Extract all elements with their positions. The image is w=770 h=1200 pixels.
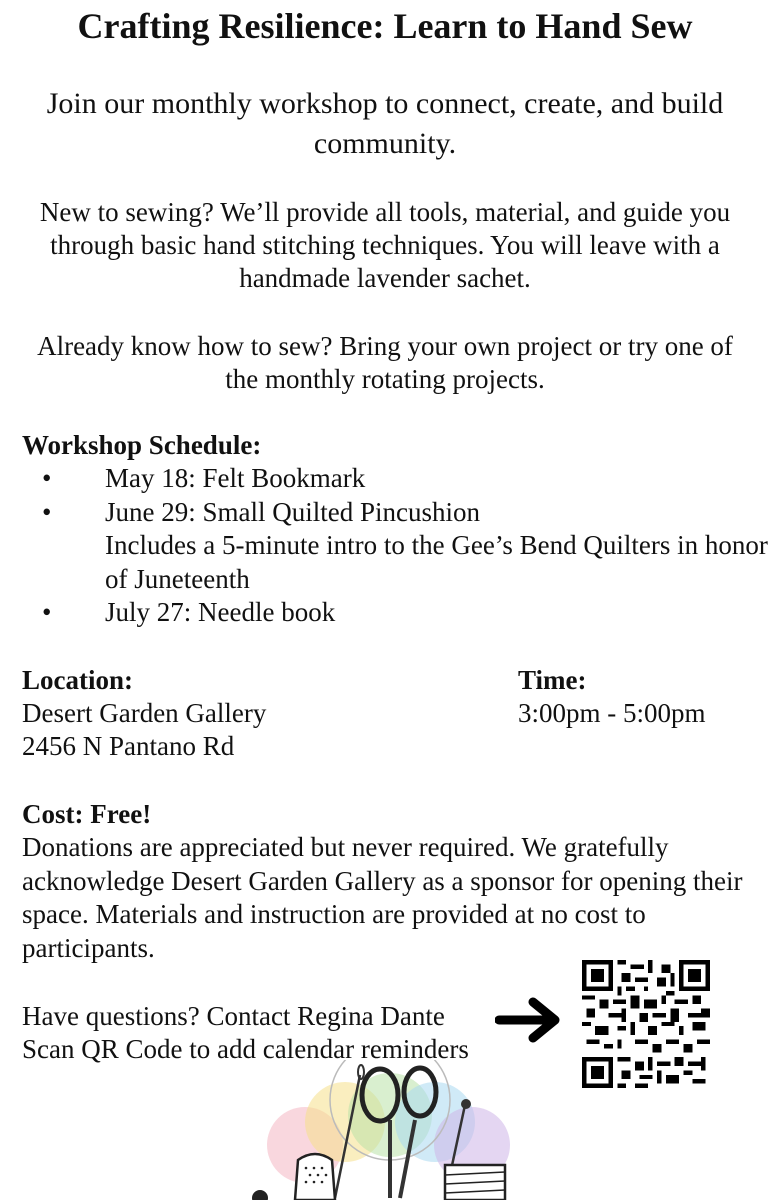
contact-line: Have questions? Contact Regina Dante — [22, 1001, 445, 1031]
arrow-right-icon — [495, 995, 565, 1045]
intro-new-sewers: New to sewing? We’ll provide all tools, material, and guide you through basic hand stitching techniques. You will leave with a handmade lavender sachet. — [39, 197, 731, 293]
schedule-item — [0, 496, 770, 597]
schedule-item-text: July 27: Needle book — [105, 597, 336, 627]
bullet: • — [42, 463, 52, 493]
qr-code[interactable] — [582, 960, 710, 1088]
location-address: 2456 N Pantano Rd — [22, 731, 235, 761]
time-heading: Time: — [518, 665, 587, 695]
subtitle: Join our monthly workshop to connect, create, and build community. — [46, 87, 724, 160]
bullet: • — [42, 597, 52, 627]
schedule-item — [0, 596, 770, 630]
cost-body: Donations are appreciated but never required. We gratefully acknowledge Desert Garden Gallery as a sponsor for opening their space. Materials and instruction are provided at no cost to participants. — [22, 832, 743, 963]
page-title: Crafting Resilience: Learn to Hand Sew — [77, 6, 693, 46]
schedule-item-text: June 29: Small Quilted Pincushion — [105, 496, 480, 527]
schedule-heading: Workshop Schedule: — [22, 430, 262, 460]
cost-heading: Cost: Free! — [22, 799, 152, 829]
time-value: 3:00pm - 5:00pm — [518, 698, 706, 728]
schedule-item-text: May 18: Felt Bookmark — [105, 463, 366, 493]
schedule-item-note: Includes a 5-minute intro to the Gee’s Bend Quilters in honor of Juneteenth — [105, 530, 768, 594]
schedule-list — [0, 462, 770, 630]
schedule-item — [0, 462, 770, 496]
sewing-tools-illustration — [240, 1060, 540, 1200]
location-name: Desert Garden Gallery — [22, 698, 267, 728]
intro-experienced-sewers: Already know how to sew? Bring your own project or try one of the monthly rotating projects. — [37, 331, 733, 394]
qr-instruction: Scan QR Code to add calendar reminders — [22, 1034, 469, 1064]
bullet: • — [42, 496, 52, 527]
location-heading: Location: — [22, 665, 133, 695]
